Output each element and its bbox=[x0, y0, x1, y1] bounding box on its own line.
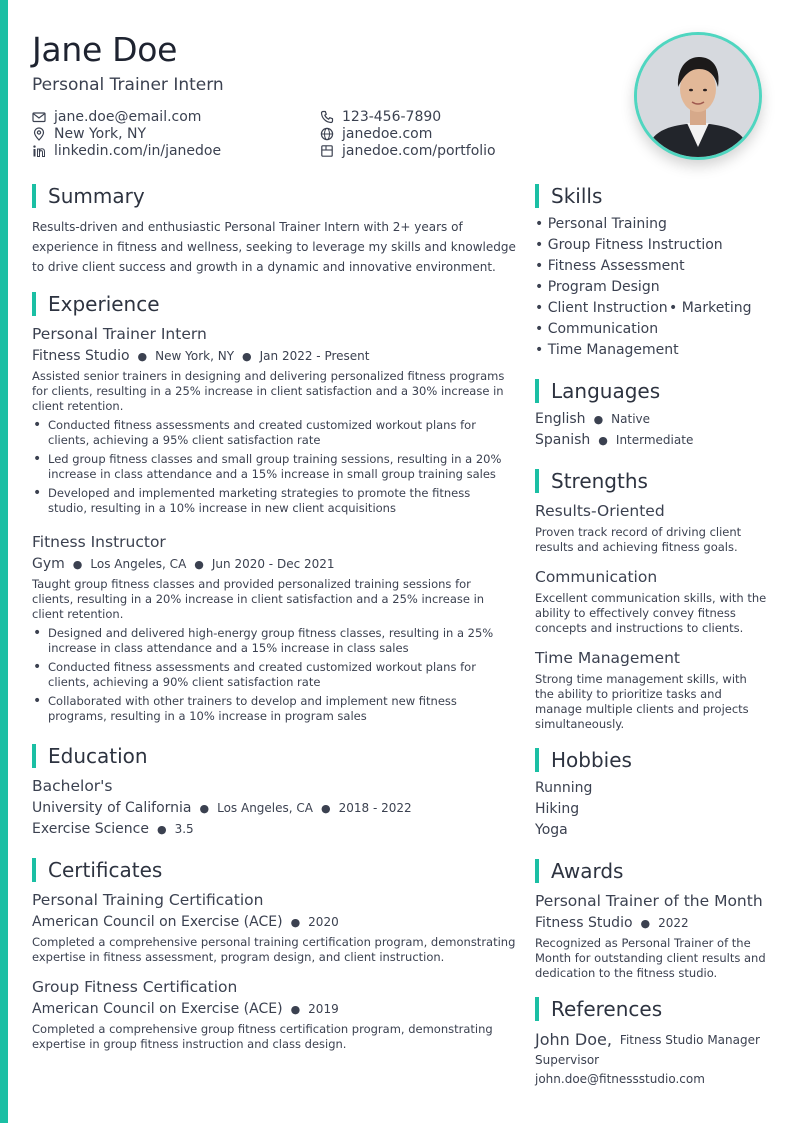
experience-heading: Experience bbox=[32, 292, 160, 316]
language-item: Spanish ● Intermediate bbox=[535, 432, 694, 448]
globe-icon bbox=[320, 127, 334, 141]
award-meta: Fitness Studio ● 2022 bbox=[535, 915, 689, 931]
award-title: Personal Trainer of the Month bbox=[535, 892, 763, 910]
phone-icon bbox=[320, 110, 334, 124]
skill-item: • Personal Training bbox=[535, 216, 667, 232]
skill-item: • Program Design bbox=[535, 279, 660, 295]
linkedin-icon bbox=[32, 144, 46, 158]
certificate-description: Completed a comprehensive personal training certification program, demonstrating expertise in fitness assessment, program design, and client instruction. bbox=[32, 935, 516, 964]
certificate-description: Completed a comprehensive group fitness certification program, demonstrating expertise in group fitness instruction and class design. bbox=[32, 1022, 493, 1051]
job-bullet: • Conducted fitness assessments and created customized workout plans for clients, achieving a 90% client satisfaction rate bbox=[32, 660, 512, 690]
skill-item: • Fitness Assessment bbox=[535, 258, 685, 274]
job-description: Assisted senior trainers in designing and delivering personalized fitness programs for clients, resulting in a 25% increase in client satisfaction and a 30% increase in client retention. bbox=[32, 369, 505, 413]
strengths-heading: Strengths bbox=[535, 469, 648, 493]
language-item: English ● Native bbox=[535, 411, 651, 427]
contact-location: New York, NY bbox=[32, 125, 146, 142]
strength-title: Time Management bbox=[535, 649, 680, 667]
accent-bar bbox=[0, 0, 8, 1123]
reference-email[interactable]: john.doe@fitnessstudio.com bbox=[535, 1072, 705, 1086]
skill-item: • Client Instruction bbox=[535, 300, 668, 316]
contact-portfolio[interactable]: janedoe.com/portfolio bbox=[320, 142, 496, 159]
job-title: Fitness Instructor bbox=[32, 533, 166, 551]
skill-item: • Communication bbox=[535, 321, 659, 337]
hobby-item: Yoga bbox=[535, 822, 568, 838]
job-meta: Gym ● Los Angeles, CA ● Jun 2020 - Dec 2021 bbox=[32, 556, 335, 572]
references-heading: References bbox=[535, 997, 662, 1021]
candidate-name: Jane Doe bbox=[32, 30, 178, 69]
job-bullet: • Collaborated with other trainers to develop and implement new fitness programs, resulting in a 10% increase in program sales bbox=[32, 694, 512, 724]
education-field: Exercise Science ● 3.5 bbox=[32, 821, 194, 837]
strength-title: Results-Oriented bbox=[535, 502, 665, 520]
candidate-title: Personal Trainer Intern bbox=[32, 75, 224, 95]
job-bullet: • Conducted fitness assessments and created customized workout plans for clients, achieving a 95% client satisfaction rate bbox=[32, 418, 512, 448]
certificate-title: Group Fitness Certification bbox=[32, 978, 238, 996]
certificate-title: Personal Training Certification bbox=[32, 891, 264, 909]
reference-name-role: John Doe, Fitness Studio Manager bbox=[535, 1030, 760, 1049]
contact-linkedin[interactable]: linkedin.com/in/janedoe bbox=[32, 142, 221, 159]
certificate-meta: American Council on Exercise (ACE) ● 2019 bbox=[32, 1001, 339, 1017]
hobby-item: Hiking bbox=[535, 801, 580, 817]
award-text: Recognized as Personal Trainer of the Month for outstanding client results and dedication to the fitness studio. bbox=[535, 936, 766, 980]
profile-photo bbox=[634, 32, 762, 160]
skill-item: • Group Fitness Instruction bbox=[535, 237, 723, 253]
education-meta: University of California ● Los Angeles, CA ● 2018 - 2022 bbox=[32, 800, 412, 816]
contact-email[interactable]: jane.doe@email.com bbox=[32, 108, 201, 125]
job-meta: Fitness Studio ● New York, NY ● Jan 2022 - Present bbox=[32, 348, 370, 364]
map-pin-icon bbox=[32, 127, 46, 141]
contact-phone[interactable]: 123-456-7890 bbox=[320, 108, 441, 125]
strength-text: Excellent communication skills, with the ability to effectively convey fitness concepts and instructions to clients. bbox=[535, 591, 767, 635]
hobbies-heading: Hobbies bbox=[535, 748, 632, 772]
reference-relation: Supervisor bbox=[535, 1053, 600, 1067]
job-title: Personal Trainer Intern bbox=[32, 325, 207, 343]
certificate-meta: American Council on Exercise (ACE) ● 2020 bbox=[32, 914, 339, 930]
skill-item: • Marketing bbox=[669, 300, 752, 316]
degree: Bachelor's bbox=[32, 777, 113, 795]
strength-title: Communication bbox=[535, 568, 658, 586]
portfolio-icon bbox=[320, 144, 334, 158]
hobby-item: Running bbox=[535, 780, 593, 796]
job-description: Taught group fitness classes and provided personalized training sessions for clients, resulting in a 20% increase in client satisfaction and a 25% increase in client retention. bbox=[32, 577, 485, 621]
certificates-heading: Certificates bbox=[32, 858, 162, 882]
summary-text: Results-driven and enthusiastic Personal Trainer Intern with 2+ years of experience in fitness and wellness, seeking to leverage my skills and knowledge to drive client success and growth in a dynamic and innovative environment. bbox=[32, 220, 516, 274]
mail-icon bbox=[32, 110, 46, 124]
contact-website[interactable]: janedoe.com bbox=[320, 125, 432, 142]
job-bullet: • Developed and implemented marketing strategies to promote the fitness studio, resulting in a 10% increase in new client acquisitions bbox=[32, 486, 512, 516]
education-heading: Education bbox=[32, 744, 148, 768]
strength-text: Proven track record of driving client results and achieving fitness goals. bbox=[535, 525, 742, 554]
job-bullet: • Led group fitness classes and small group training sessions, resulting in a 20% increase in class attendance and a 15% increase in small group training sales bbox=[32, 452, 512, 482]
skills-heading: Skills bbox=[535, 184, 602, 208]
strength-text: Strong time management skills, with the ability to prioritize tasks and manage multiple clients and projects simultaneously. bbox=[535, 672, 749, 731]
summary-heading: Summary bbox=[32, 184, 145, 208]
awards-heading: Awards bbox=[535, 859, 623, 883]
job-bullet: • Designed and delivered high-energy group fitness classes, resulting in a 25% increase in class attendance and a 15% increase in class sales bbox=[32, 626, 512, 656]
languages-heading: Languages bbox=[535, 379, 660, 403]
skill-item: • Time Management bbox=[535, 342, 679, 358]
